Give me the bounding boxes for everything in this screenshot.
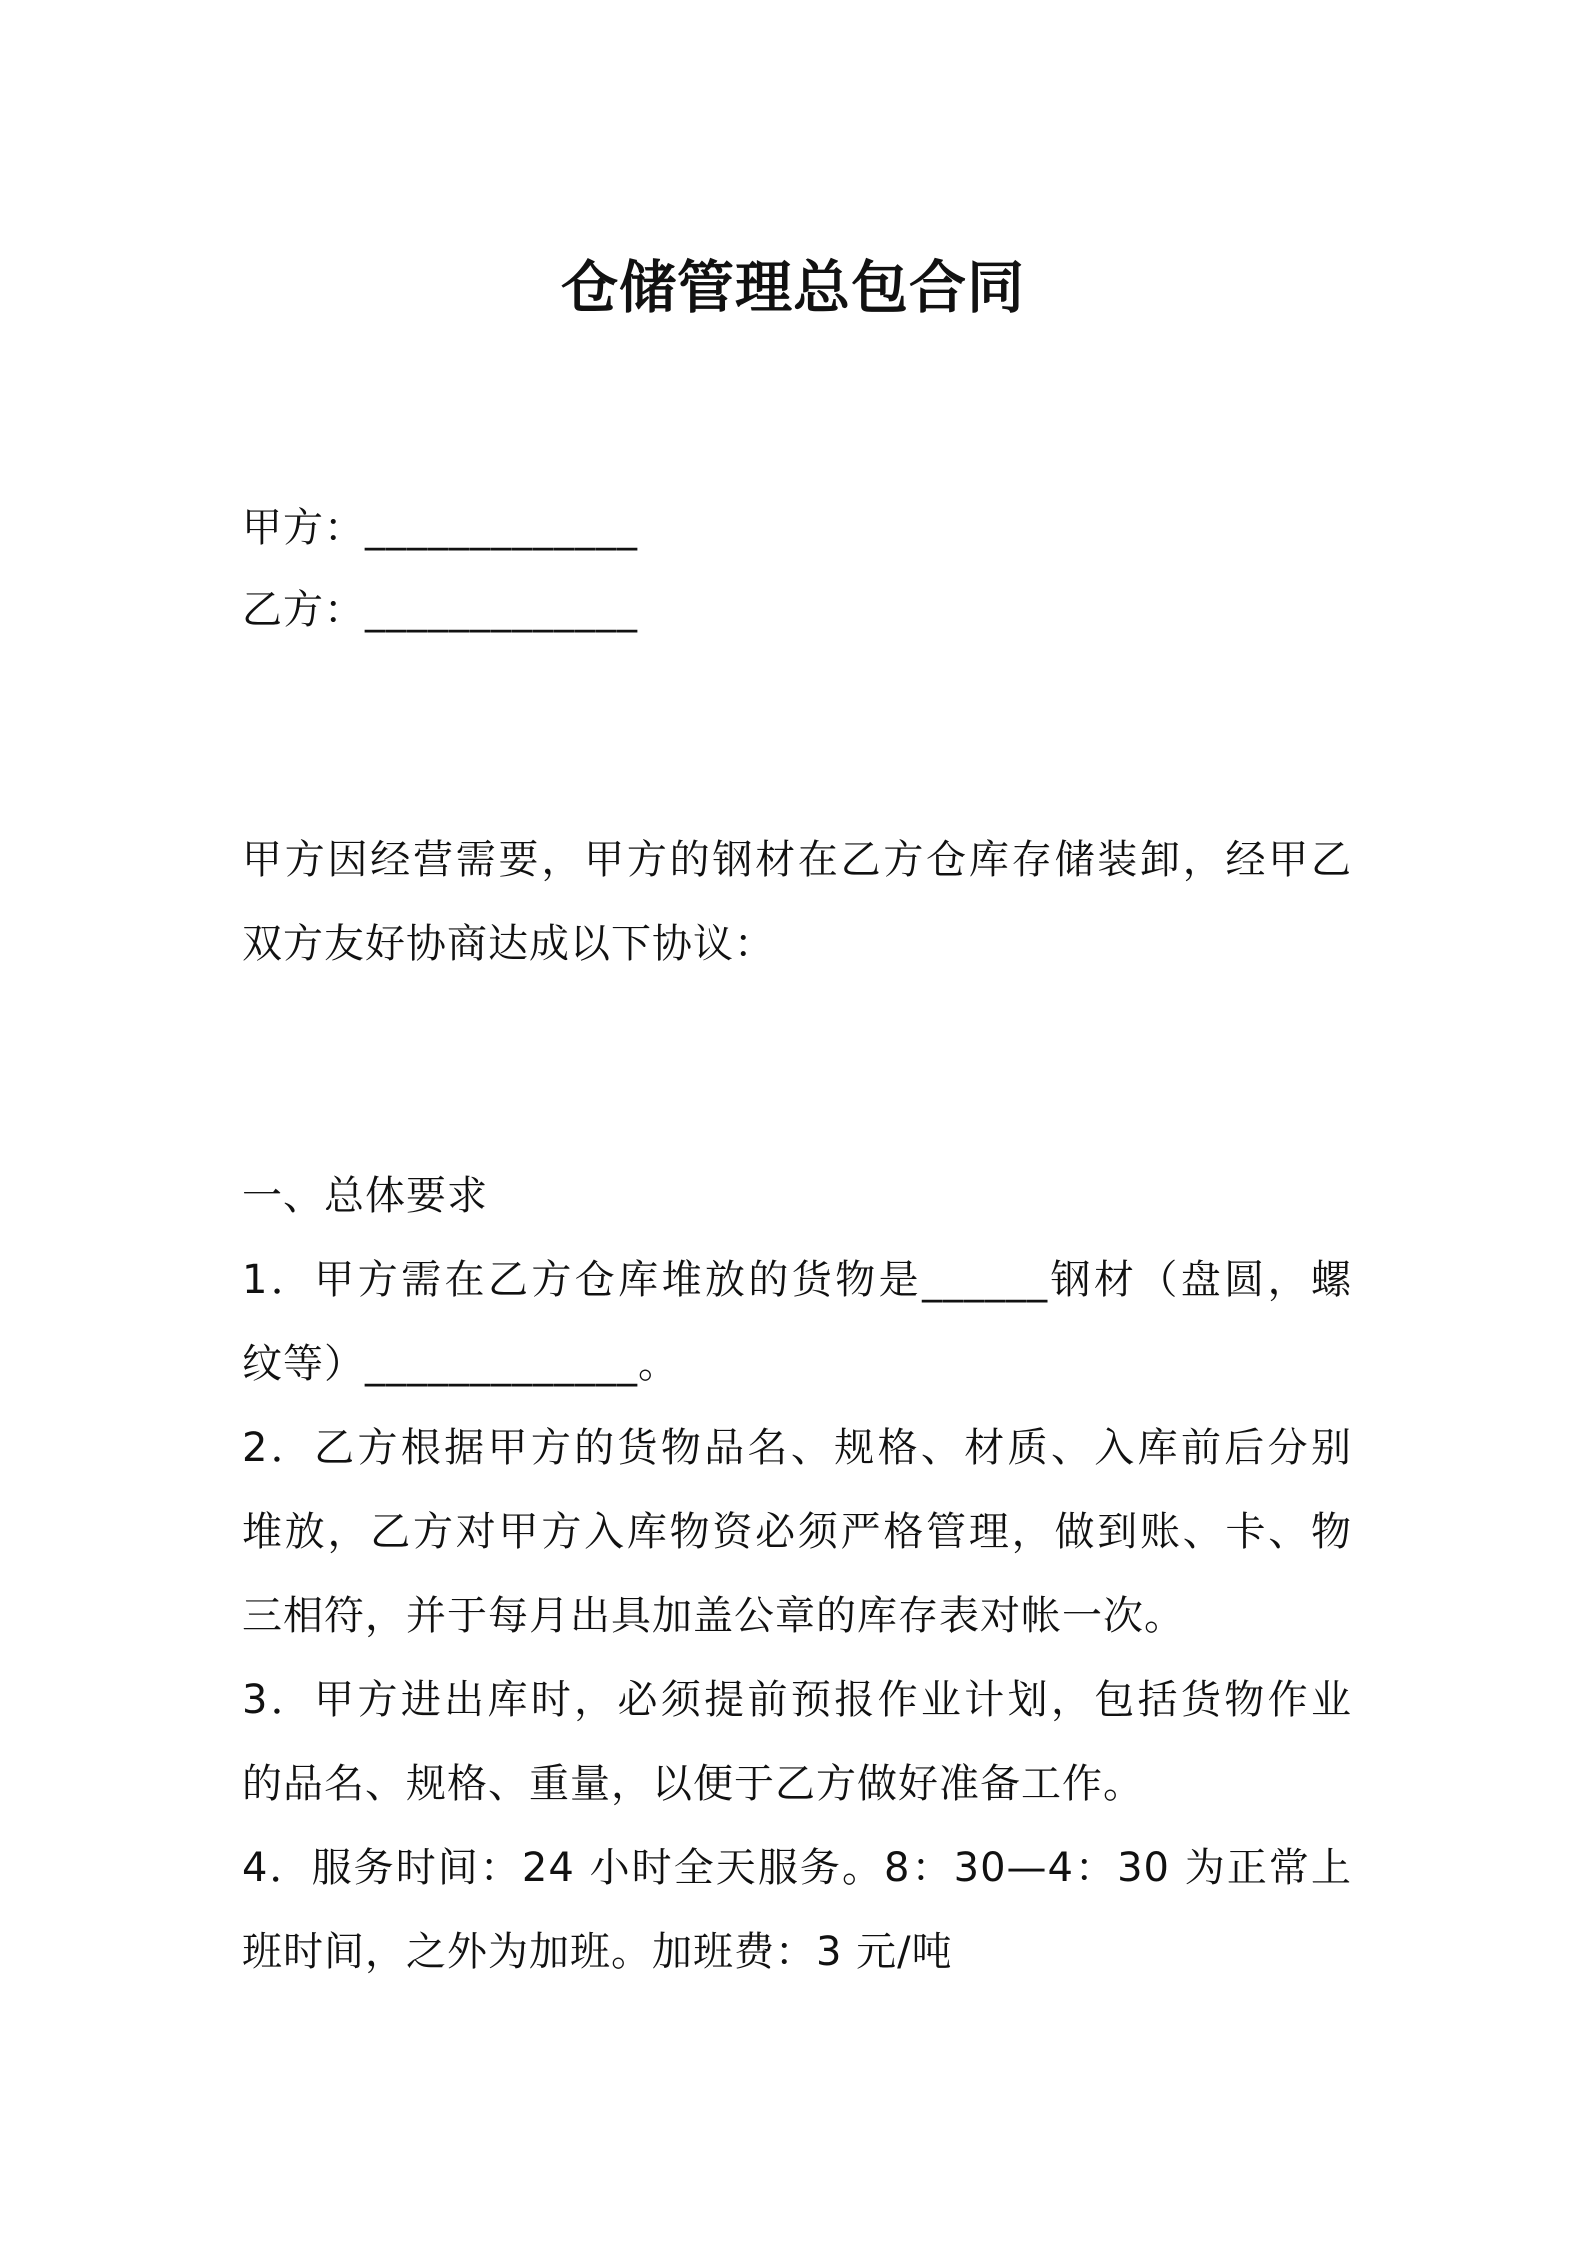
section-heading: 一、总体要求 [242, 1173, 488, 1219]
clause-line: 纹等）_____________。 [242, 1341, 679, 1387]
clause-line: 2．乙方根据甲方的货物品名、规格、材质、入库前后分别 [242, 1425, 1352, 1471]
clause-line: 1．甲方需在乙方仓库堆放的货物是______钢材（盘圆，螺 [242, 1257, 1352, 1303]
document-title: 仓储管理总包合同 [561, 255, 1025, 321]
clause-line: 三相符，并于每月出具加盖公章的库存表对帐一次。 [242, 1593, 1185, 1639]
clause-line: 4．服务时间：24 小时全天服务。8：30—4：30 为正常上 [242, 1845, 1352, 1891]
party-b-line: 乙方：_____________ [242, 587, 638, 633]
intro-line: 双方友好协商达成以下协议： [242, 921, 775, 967]
clause-line: 3．甲方进出库时，必须提前预报作业计划，包括货物作业 [242, 1677, 1352, 1723]
clause-line: 的品名、规格、重量，以便于乙方做好准备工作。 [242, 1761, 1144, 1807]
intro-line: 甲方因经营需要，甲方的钢材在乙方仓库存储装卸，经甲乙 [242, 837, 1352, 883]
clause-line: 堆放，乙方对甲方入库物资必须严格管理，做到账、卡、物 [242, 1509, 1352, 1555]
party-a-line: 甲方：_____________ [242, 505, 638, 551]
clause-line: 班时间，之外为加班。加班费：3 元/吨 [242, 1929, 953, 1975]
